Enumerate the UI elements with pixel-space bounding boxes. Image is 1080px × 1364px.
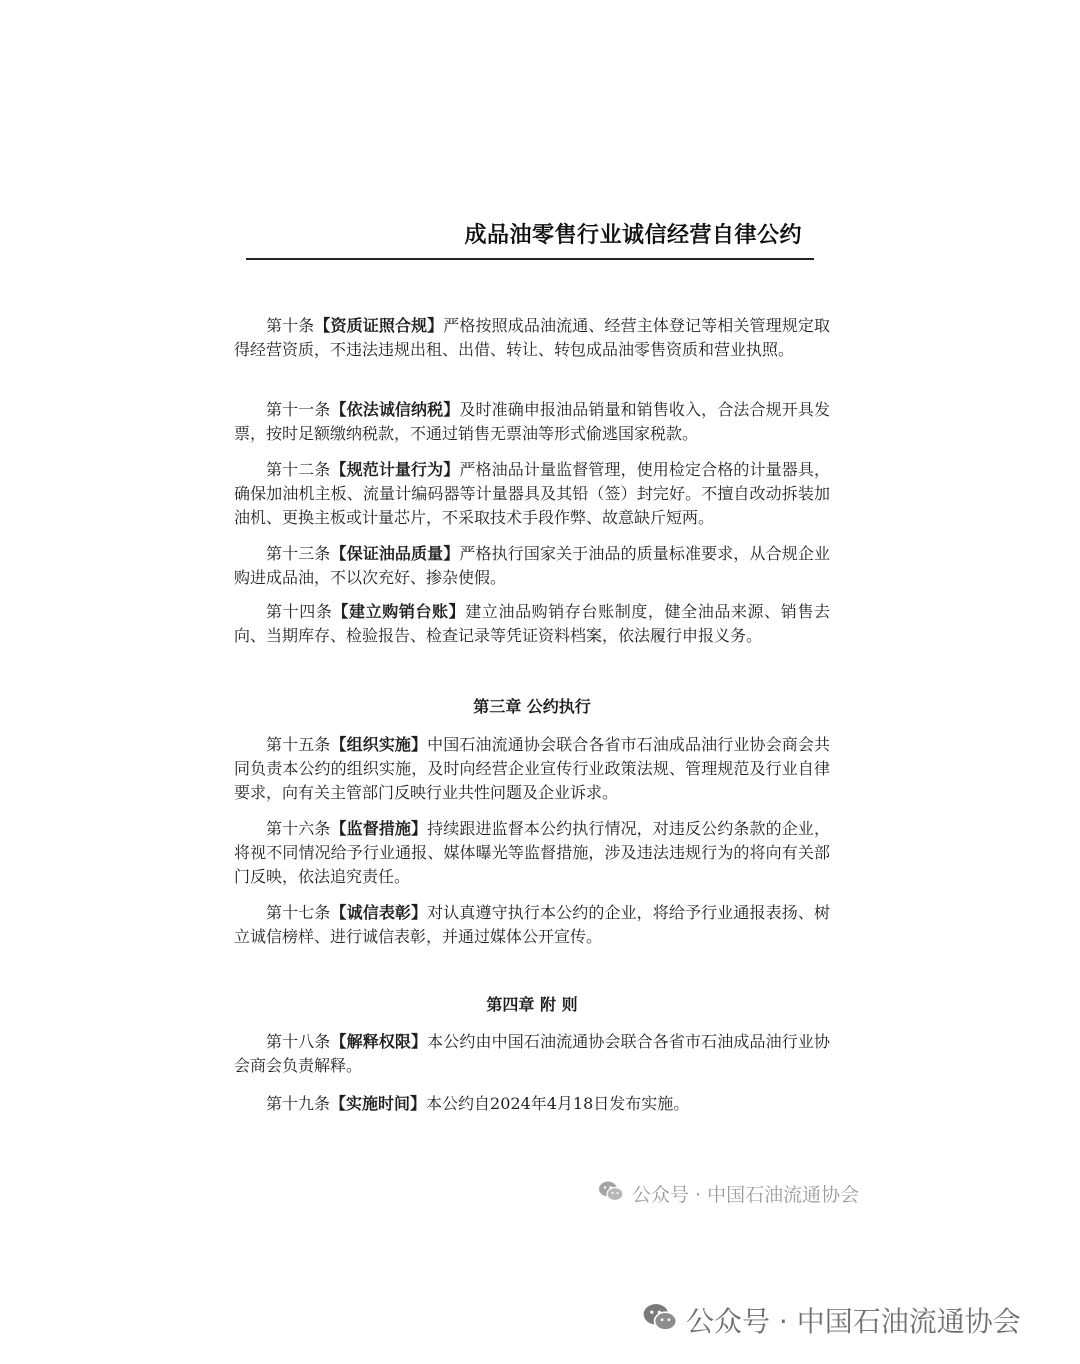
article-number: 第十七条	[266, 903, 331, 922]
watermark-text: 公众号 · 中国石油流通协会	[632, 1184, 860, 1206]
watermark-small	[598, 1180, 859, 1207]
article-11	[234, 398, 830, 446]
document-header-title: 成品油零售行业诚信经营自律公约	[464, 223, 802, 248]
watermark-large	[642, 1300, 1021, 1340]
article-text: 中国石油流通协会联合各省市石油成品油行业协会商会共同负责本公约的组织实施，及时向经营企业宣传行业政策法规、管理规范及行业自律要求，向有关主管部门反映行业共性问题及企业诉求。	[234, 735, 830, 802]
wechat-icon	[642, 1302, 678, 1339]
article-tag: 【资质证照合规】	[314, 316, 444, 335]
article-tag: 【保证油品质量】	[330, 544, 460, 563]
article-text: 严格执行国家关于油品的质量标准要求，从合规企业购进成品油，不以次充好、掺杂使假。	[234, 544, 830, 587]
article-text: 严格按照成品油流通、经营主体登记等相关管理规定取得经营资质，不违法违规出租、出借、转让、转包成品油零售资质和营业执照。	[234, 316, 830, 359]
article-tag: 【实施时间】	[330, 1094, 427, 1113]
article-18	[234, 1030, 830, 1078]
article-tag: 【建立购销台账】	[332, 602, 466, 621]
article-15	[234, 733, 830, 805]
article-number: 第十九条	[266, 1094, 331, 1113]
article-text: 建立油品购销存台账制度，健全油品来源、销售去向、当期库存、检验报告、检查记录等凭证资料档案，依法履行申报义务。	[234, 602, 830, 645]
article-number: 第十条	[266, 316, 315, 335]
article-tag: 【规范计量行为】	[330, 460, 460, 479]
header-divider	[246, 258, 814, 260]
article-number: 第十六条	[266, 819, 331, 838]
article-number: 第十四条	[266, 602, 333, 621]
wechat-icon	[598, 1180, 624, 1207]
article-number: 第十一条	[266, 400, 331, 419]
article-tag: 【依法诚信纳税】	[330, 400, 460, 419]
article-number: 第十二条	[266, 460, 331, 479]
article-13	[234, 542, 830, 590]
article-tag: 【诚信表彰】	[330, 903, 428, 922]
article-19	[234, 1092, 830, 1116]
article-text: 严格油品计量监督管理，使用检定合格的计量器具，确保加油机主板、流量计编码器等计量器具及其铅（签）封完好。不擅自改动拆装加油机、更换主板或计量芯片，不采取技术手段作弊、故意缺斤短两。	[234, 460, 830, 527]
article-tag: 【监督措施】	[330, 819, 428, 838]
article-number: 第十三条	[266, 544, 331, 563]
article-17	[234, 901, 830, 949]
chapter-4-heading: 第四章 附 则	[486, 995, 578, 1014]
article-text: 本公约自2024年4月18日发布实施。	[426, 1094, 690, 1113]
article-text: 持续跟进监督本公约执行情况，对违反公约条款的企业，将视不同情况给予行业通报、媒体曝光等监督措施，涉及违法违规行为的将向有关部门反映，依法追究责任。	[234, 819, 830, 886]
article-text: 对认真遵守执行本公约的企业，将给予行业通报表扬、树立诚信榜样、进行诚信表彰，并通过媒体公开宣传。	[234, 903, 830, 946]
article-14	[234, 600, 830, 648]
article-tag: 【组织实施】	[330, 735, 428, 754]
article-number: 第十八条	[266, 1032, 331, 1051]
article-tag: 【解释权限】	[330, 1032, 428, 1051]
watermark-text: 公众号 · 中国石油流通协会	[686, 1305, 1021, 1338]
article-12	[234, 458, 830, 530]
article-text: 及时准确申报油品销量和销售收入，合法合规开具发票，按时足额缴纳税款，不通过销售无票油等形式偷逃国家税款。	[234, 400, 830, 443]
article-number: 第十五条	[266, 735, 331, 754]
article-16	[234, 817, 830, 889]
chapter-3-heading: 第三章 公约执行	[473, 697, 591, 716]
article-text: 本公约由中国石油流通协会联合各省市石油成品油行业协会商会负责解释。	[234, 1032, 830, 1075]
article-10	[234, 314, 830, 362]
